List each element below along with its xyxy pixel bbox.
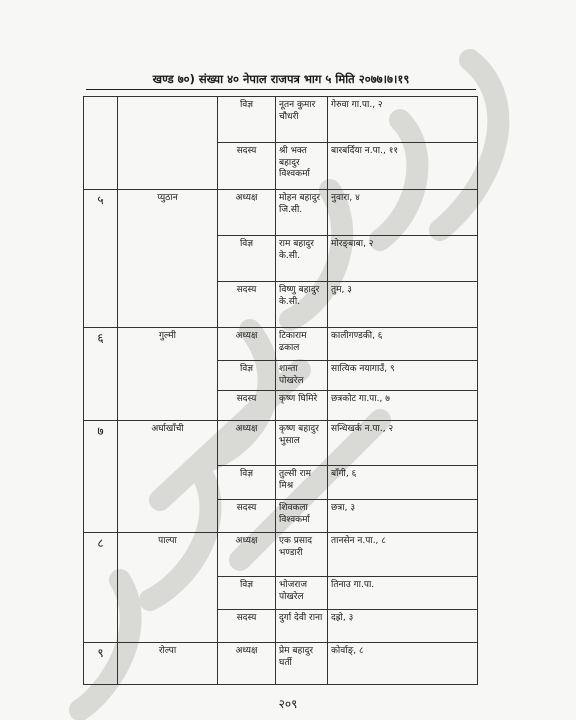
address-cell: छत्रकोट गा.पा., ७ bbox=[328, 391, 478, 421]
post-cell: अध्यक्ष bbox=[218, 190, 276, 236]
name-cell: शिवकला विश्वकर्मा bbox=[276, 500, 328, 533]
district-cell: पाल्पा bbox=[118, 533, 218, 643]
table-row bbox=[84, 328, 478, 361]
post-cell: अध्यक्ष bbox=[218, 533, 276, 577]
address-cell: सात्यिक नयागाउँ, ९ bbox=[328, 361, 478, 391]
table-row bbox=[84, 421, 478, 466]
address-cell: कालीगण्डकी, ६ bbox=[328, 328, 478, 361]
district-cell: प्युठान bbox=[118, 190, 218, 328]
post-cell: सदस्य bbox=[218, 500, 276, 533]
serial-cell: ६ bbox=[84, 328, 118, 421]
post-cell: विज्ञ bbox=[218, 236, 276, 282]
post-cell: सदस्य bbox=[218, 282, 276, 328]
address-cell: तुम, ३ bbox=[328, 282, 478, 328]
name-cell: श्री भक्त बहादुर विश्वकर्मा bbox=[276, 143, 328, 190]
address-cell: छत्रा, ३ bbox=[328, 500, 478, 533]
post-cell: अध्यक्ष bbox=[218, 328, 276, 361]
address-cell: बाँगी, ६ bbox=[328, 466, 478, 500]
name-cell: शान्ता पोखरेल bbox=[276, 361, 328, 391]
table-row bbox=[84, 533, 478, 577]
page-number: २०९ bbox=[278, 697, 298, 711]
post-cell: सदस्य bbox=[218, 610, 276, 643]
table-row bbox=[84, 97, 478, 143]
post-cell: सदस्य bbox=[218, 391, 276, 421]
post-cell: अध्यक्ष bbox=[218, 643, 276, 685]
address-cell: गेरुवा गा.पा., २ bbox=[328, 97, 478, 143]
name-cell: तुल्सी राम मिश्र bbox=[276, 466, 328, 500]
address-cell: मोरङ्बाबा, २ bbox=[328, 236, 478, 282]
name-cell: दुर्गा देवी राना bbox=[276, 610, 328, 643]
serial-cell bbox=[84, 97, 118, 190]
header-rule bbox=[86, 89, 476, 90]
post-cell: विज्ञ bbox=[218, 577, 276, 610]
post-cell: विज्ञ bbox=[218, 361, 276, 391]
post-cell: सदस्य bbox=[218, 143, 276, 190]
committee-table bbox=[83, 96, 478, 685]
district-cell: अर्घाखाँची bbox=[118, 421, 218, 533]
table-row bbox=[84, 190, 478, 236]
address-cell: नुवारा, ४ bbox=[328, 190, 478, 236]
address-cell: सन्धिखर्क न.पा., २ bbox=[328, 421, 478, 466]
post-cell: विज्ञ bbox=[218, 97, 276, 143]
page-header: खण्ड ७०) संख्या ४० नेपाल राजपत्र भाग ५ मिति २०७७।७।१९ bbox=[152, 72, 410, 86]
name-cell: विष्णु बहादुर के.सी. bbox=[276, 282, 328, 328]
name-cell: टिकाराम ढकाल bbox=[276, 328, 328, 361]
address-cell: दह्रो, ३ bbox=[328, 610, 478, 643]
name-cell: मोहन बहादुर जि.सी. bbox=[276, 190, 328, 236]
name-cell: कृष्ण बहादुर भुसाल bbox=[276, 421, 328, 466]
name-cell: कृष्ण घिमिरे bbox=[276, 391, 328, 421]
serial-cell: ५ bbox=[84, 190, 118, 328]
table-row bbox=[84, 643, 478, 685]
post-cell: विज्ञ bbox=[218, 466, 276, 500]
name-cell: नूतन कुमार चौधरी bbox=[276, 97, 328, 143]
name-cell: राम बहादुर के.सी. bbox=[276, 236, 328, 282]
address-cell: तानसेन न.पा., ८ bbox=[328, 533, 478, 577]
serial-cell: ७ bbox=[84, 421, 118, 533]
serial-cell: ९ bbox=[84, 643, 118, 685]
address-cell: तिनाउ गा.पा. bbox=[328, 577, 478, 610]
name-cell: प्रेम बहादुर घर्ती bbox=[276, 643, 328, 685]
name-cell: एक प्रसाद भण्डारी bbox=[276, 533, 328, 577]
address-cell: कोर्वाङ्, ८ bbox=[328, 643, 478, 685]
district-cell: रोल्पा bbox=[118, 643, 218, 685]
address-cell: बारबर्दिया न.पा., ११ bbox=[328, 143, 478, 190]
district-cell bbox=[118, 97, 218, 190]
post-cell: अध्यक्ष bbox=[218, 421, 276, 466]
district-cell: गुल्मी bbox=[118, 328, 218, 421]
name-cell: भोजराज पोखरेल bbox=[276, 577, 328, 610]
serial-cell: ८ bbox=[84, 533, 118, 643]
